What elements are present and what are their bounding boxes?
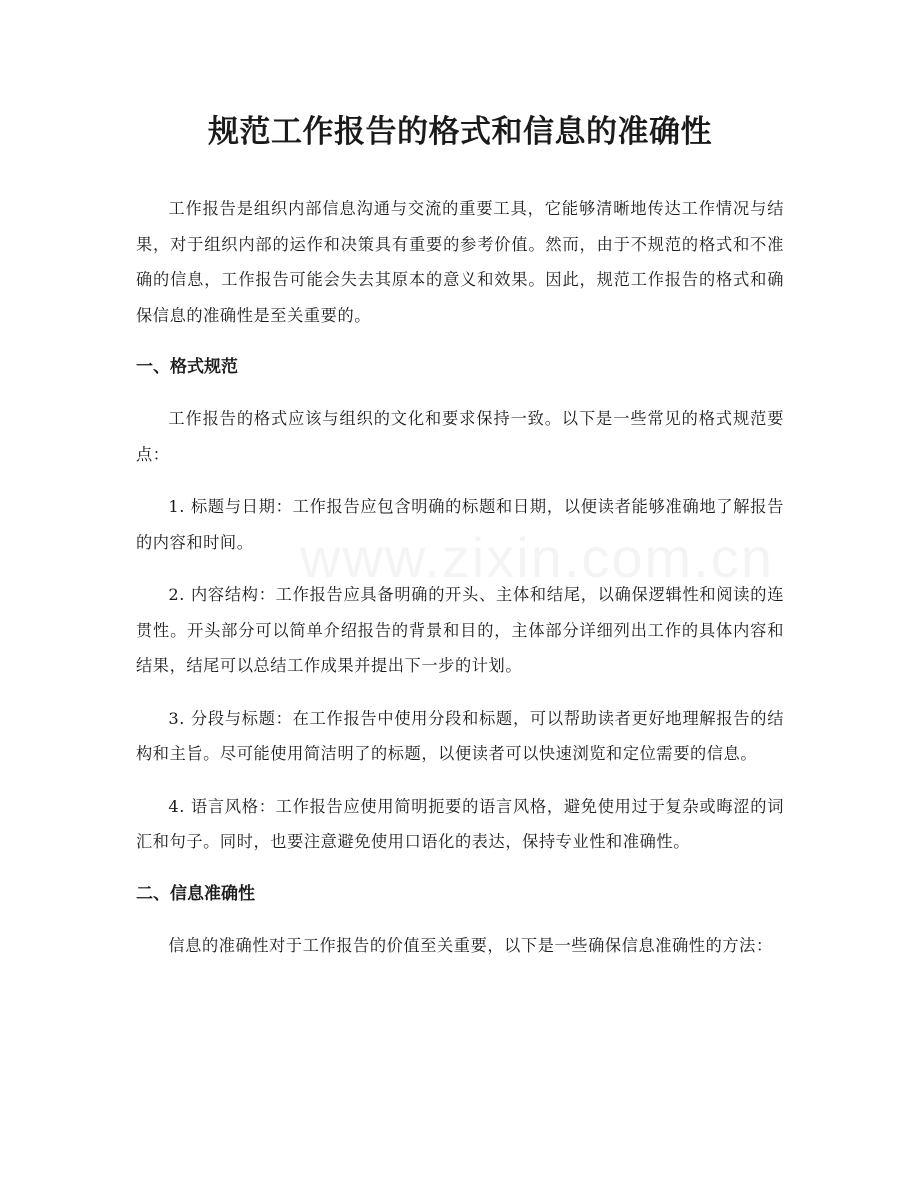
section-format-lead: 工作报告的格式应该与组织的文化和要求保持一致。以下是一些常见的格式规范要点： (136, 409, 784, 464)
section-heading-accuracy: 二、信息准确性 (136, 883, 255, 904)
list-item: 3. 分段与标题：在工作报告中使用分段和标题，可以帮助读者更好地理解报告的结构和主旨。尽可能使用简洁明了的标题，以便读者可以快速浏览和定位需要的信息。 (136, 708, 784, 763)
section-accuracy-lead: 信息的准确性对于工作报告的价值至关重要，以下是一些确保信息准确性的方法： (168, 935, 773, 955)
document-title: 规范工作报告的格式和信息的准确性 (208, 114, 712, 150)
list-item: 1. 标题与日期：工作报告应包含明确的标题和日期，以便读者能够准确地了解报告的内容和时间。 (136, 497, 784, 552)
intro-paragraph: 工作报告是组织内部信息沟通与交流的重要工具，它能够清晰地传达工作情况与结果，对于组织内部的运作和决策具有重要的参考价值。然而，由于不规范的格式和不准确的信息，工作报告可能会失去其原本的意义和效果。因此，规范工作报告的格式和确保信息的准确性是至关重要的。 (136, 199, 784, 325)
list-item: 4. 语言风格：工作报告应使用简明扼要的语言风格，避免使用过于复杂或晦涩的词汇和句子。同时，也要注意避免使用口语化的表达，保持专业性和准确性。 (136, 796, 784, 851)
list-item: 2. 内容结构：工作报告应具备明确的开头、主体和结尾，以确保逻辑性和阅读的连贯性。开头部分可以简单介绍报告的背景和目的，主体部分详细列出工作的具体内容和结果，结尾可以总结工作成果并提出下一步的计划。 (136, 585, 784, 675)
section-heading-format: 一、格式规范 (136, 357, 238, 377)
